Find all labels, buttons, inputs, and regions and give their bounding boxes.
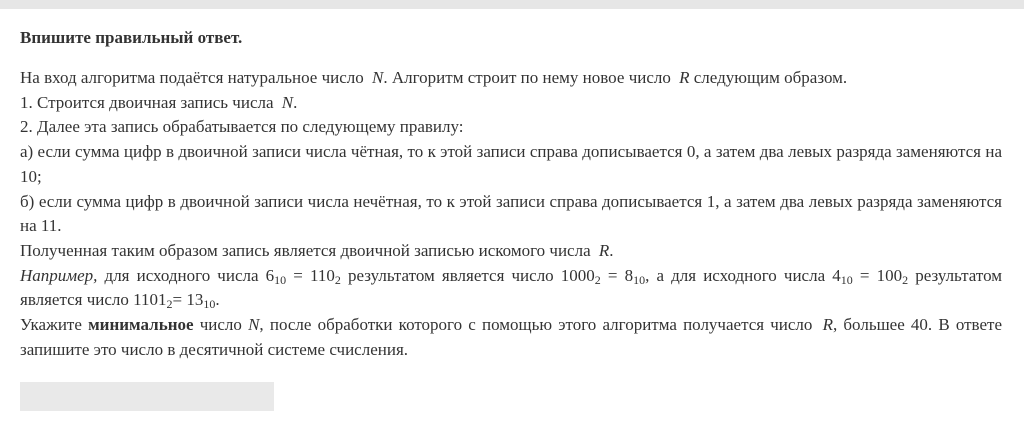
rule-even: а) если сумма цифр в двоичной записи числа чётная, то к этой записи справа дописывается 0, а затем два левых разряда заменяются на 10; xyxy=(20,142,1002,186)
step-1-end: . xyxy=(293,92,298,112)
result-paragraph xyxy=(20,239,1002,264)
example-paragraph xyxy=(20,264,1002,313)
question-text: , после обработки которого с помощью этого алгоритма получается число xyxy=(259,315,813,335)
step-2: 2. Далее эта запись обрабатывается по следующему правилу: xyxy=(20,117,464,137)
example-label: Например, xyxy=(20,265,98,285)
example-text: , а для исходного числа 4 xyxy=(645,265,841,285)
subscript: 10 xyxy=(274,272,287,287)
example-text: . xyxy=(215,290,220,310)
subscript: 10 xyxy=(633,272,646,287)
intro-text-2: . Алгоритм строит по нему новое число xyxy=(383,68,671,87)
intro-text-1: На вход алгоритма подаётся натуральное число xyxy=(20,68,364,87)
result-end: . xyxy=(609,240,614,260)
example-text: = 13 xyxy=(172,290,204,310)
var-R: R xyxy=(598,240,610,260)
subscript: 2 xyxy=(594,272,601,287)
question-emphasis: минимальное xyxy=(88,315,194,335)
example-text: результатом является число 1101 xyxy=(20,265,1003,310)
example-text: = 110 xyxy=(293,265,335,285)
subscript: 2 xyxy=(334,272,341,287)
question-text: число xyxy=(199,315,242,335)
var-N: N xyxy=(372,68,384,87)
question-paragraph xyxy=(20,313,1002,362)
result-text: Полученная таким образом запись является двоичной записью искомого числа xyxy=(20,240,591,260)
task-header: Впишите правильный ответ. xyxy=(20,28,243,47)
answer-input[interactable] xyxy=(20,382,274,411)
subscript: 2 xyxy=(166,297,173,312)
var-R: R xyxy=(679,68,690,87)
question-text: , большее 40. В ответе запишите это число в десятичной системе счисления. xyxy=(20,315,1002,359)
question-text: Укажите xyxy=(20,315,82,335)
var-N: N xyxy=(281,92,294,112)
step-1 xyxy=(20,91,1002,116)
subscript: 2 xyxy=(902,272,909,287)
example-text: = 100 xyxy=(859,265,903,285)
intro-paragraph xyxy=(20,66,1002,91)
top-bar xyxy=(0,0,1024,9)
rule-odd: б) если сумма цифр в двоичной записи числа нечётная, то к этой записи справа дописывается 1, а затем два левых разряда заменяются на 11. xyxy=(20,191,1002,236)
intro-text-3: следующим образом. xyxy=(693,68,848,87)
subscript: 10 xyxy=(203,297,216,312)
subscript: 10 xyxy=(840,272,853,287)
var-N: N xyxy=(248,315,260,335)
example-text: = 8 xyxy=(607,265,634,285)
task-container xyxy=(20,27,1002,362)
var-R: R xyxy=(822,315,833,335)
example-text: для исходного числа 6 xyxy=(104,265,275,285)
step-1-text: 1. Строится двоичная запись числа xyxy=(20,92,274,112)
example-text: результатом является число 1000 xyxy=(347,265,595,285)
